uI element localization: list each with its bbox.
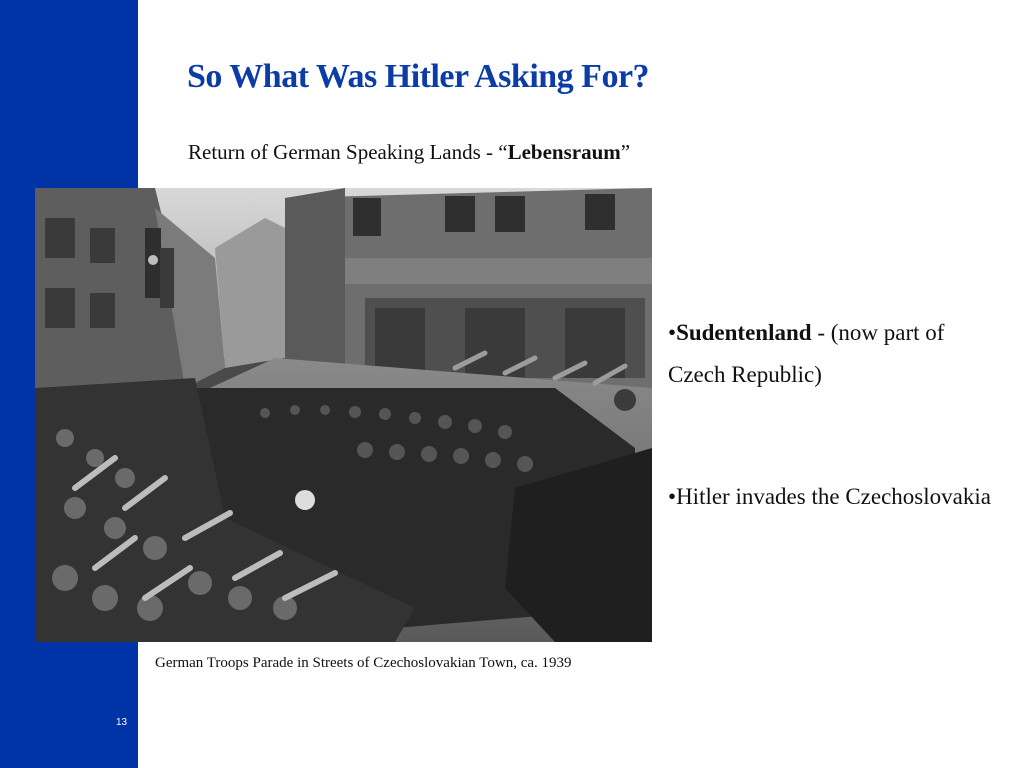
bullet-emphasis: Sudentenland (676, 320, 812, 345)
parade-photo (35, 188, 652, 642)
slide-title: So What Was Hitler Asking For? (187, 58, 650, 95)
photo-caption: German Troops Parade in Streets of Czechoslovakian Town, ca. 1939 (155, 655, 572, 671)
subtitle-emphasis: Lebensraum (507, 140, 621, 164)
subtitle-prefix: Return of German Speaking Lands - “ (188, 140, 508, 164)
bullet-marker: • (668, 320, 677, 345)
bullet-text: - (now part of Czech Republic) (668, 320, 945, 387)
bullet-marker: • (668, 484, 677, 509)
bullet-text: Hitler invades the Czechoslovakia (676, 484, 991, 509)
subtitle-suffix: ” (620, 140, 631, 164)
slide-subtitle (188, 140, 630, 165)
bullet-sudetenland (668, 312, 998, 396)
slide-number: 13 (116, 717, 128, 728)
bullet-invasion (668, 476, 998, 518)
